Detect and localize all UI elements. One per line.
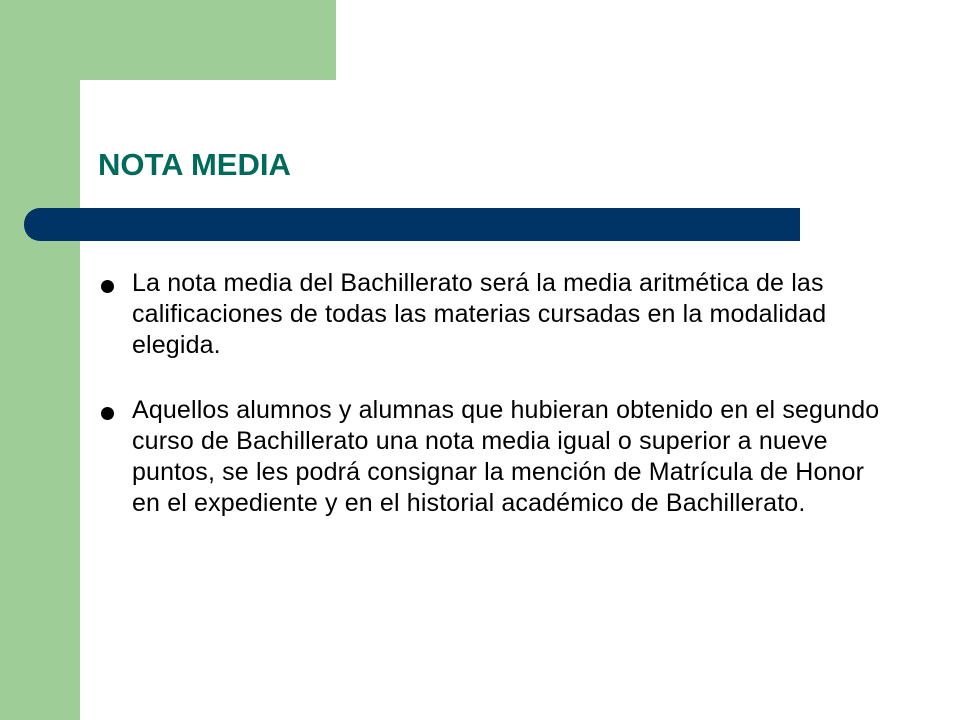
title-underline-bar [24,208,800,241]
green-side-band [0,0,80,720]
bullet-list [96,268,886,553]
bullet-dot-icon [101,280,114,293]
green-top-band [0,0,336,80]
bullet-text: Aquellos alumnos y alumnas que hubieran obtenido en el segundo curso de Bachillerato una nota media igual o superior a nueve puntos, se les podrá consignar la mención de Matrícula de Honor en el expediente y en el historial académico de Bachillerato. [132,396,880,517]
slide-title: NOTA MEDIA [98,147,291,182]
bullet-item-nota-media [96,268,886,361]
bullet-dot-icon [101,407,114,420]
bullet-item-matricula-honor [96,395,886,519]
bullet-text: La nota media del Bachillerato será la media aritmética de las calificaciones de todas las materias cursadas en la modalidad elegida. [132,269,827,359]
